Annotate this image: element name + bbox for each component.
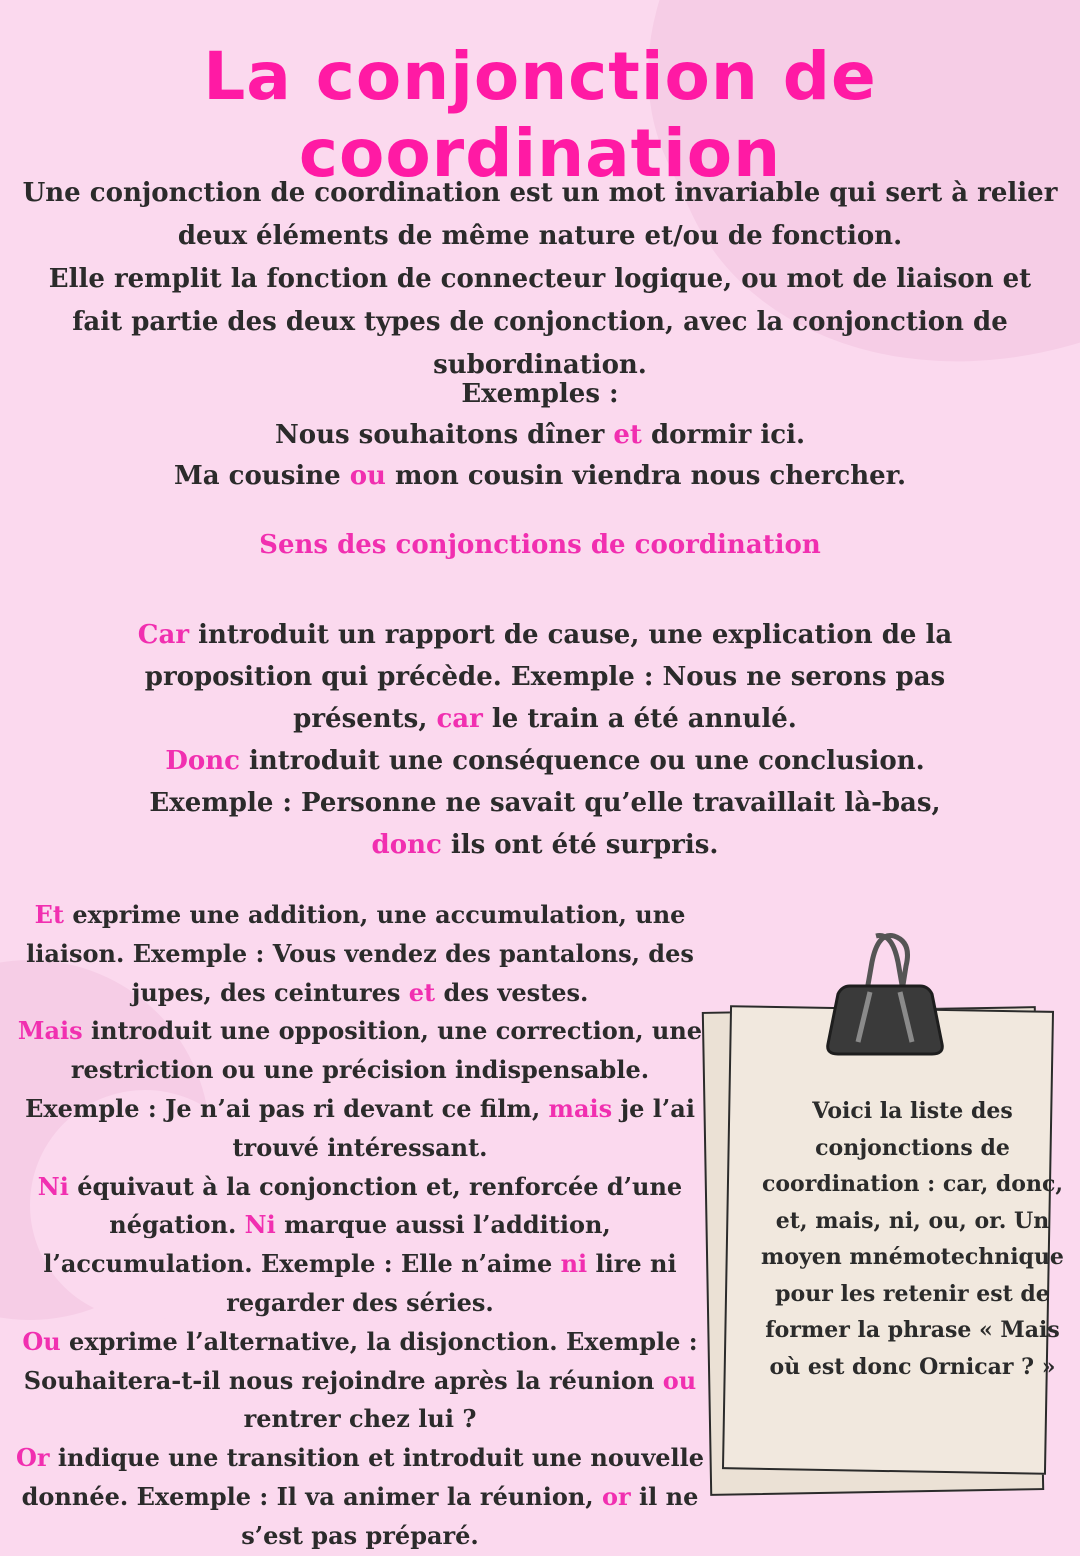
or-definition: Or indique une transition et introduit une nouvelle donnée. Exemple : Il va animer la réunion, or il ne s’est pas préparé. [15,1443,705,1550]
donc-definition: Donc introduit une conséquence ou une conclusion. Exemple : Personne ne savait qu’elle travaillait là-bas, donc ils ont été surpris. [149,746,941,860]
examples-heading: Exemples : [461,379,619,409]
binder-clip-icon [820,922,950,1062]
conjunction-highlight: et [613,420,642,450]
example-1: Nous souhaitons dîner et dormir ici. [274,420,805,450]
mais-definition: Mais introduit une opposition, une correction, une restriction ou une précision indispensable. Exemple : Je n’ai pas ri devant ce film, mais je l’ai trouvé intéressant. [17,1016,703,1162]
car-definition: Car introduit un rapport de cause, une explication de la proposition qui précède. Exemple : Nous ne serons pas présents, car le train a été annulé. [137,620,953,734]
example-2: Ma cousine ou mon cousin viendra nous chercher. [173,461,907,491]
ou-definition: Ou exprime l’alternative, la disjonction. Exemple : Souhaitera-t-il nous rejoindre après la réunion ou rentrer chez lui ? [22,1326,698,1434]
intro-paragraph [20,172,1060,387]
intro-text-1: Une conjonction de coordination est un mot invariable qui sert à relier deux éléments de même nature et/ou de fonction. [22,178,1058,251]
ni-definition: Ni équivaut à la conjonction et, renforcée d’une négation. Ni marque aussi l’addition, l’accumulation. Exemple : Elle n’aime ni lire ni regarder des séries. [37,1171,683,1317]
note-card-text: Voici la liste des conjonctions de coordination : car, donc, et, mais, ni, ou, or. Un moyen mnémotechnique pour les retenir est de former la phrase « Mais où est donc Ornicar ? » [761,1098,1064,1380]
section-heading: Sens des conjonctions de coordination [259,530,821,560]
car-donc-section [110,614,980,866]
examples-block [0,374,1080,497]
intro-text-2: Elle remplit la fonction de connecteur logique, ou mot de liaison et fait partie des deux types de conjonction, avec la conjonction de subordination. [48,264,1032,380]
page-title: La conjonction de coordination [203,38,877,192]
et-definition: Et exprime une addition, une accumulation, une liaison. Exemple : Vous vendez des pantalons, des jupes, des ceintures et des vestes. [26,900,694,1007]
conjunction-highlight: ou [349,461,386,491]
conjunction-definitions [15,896,705,1556]
